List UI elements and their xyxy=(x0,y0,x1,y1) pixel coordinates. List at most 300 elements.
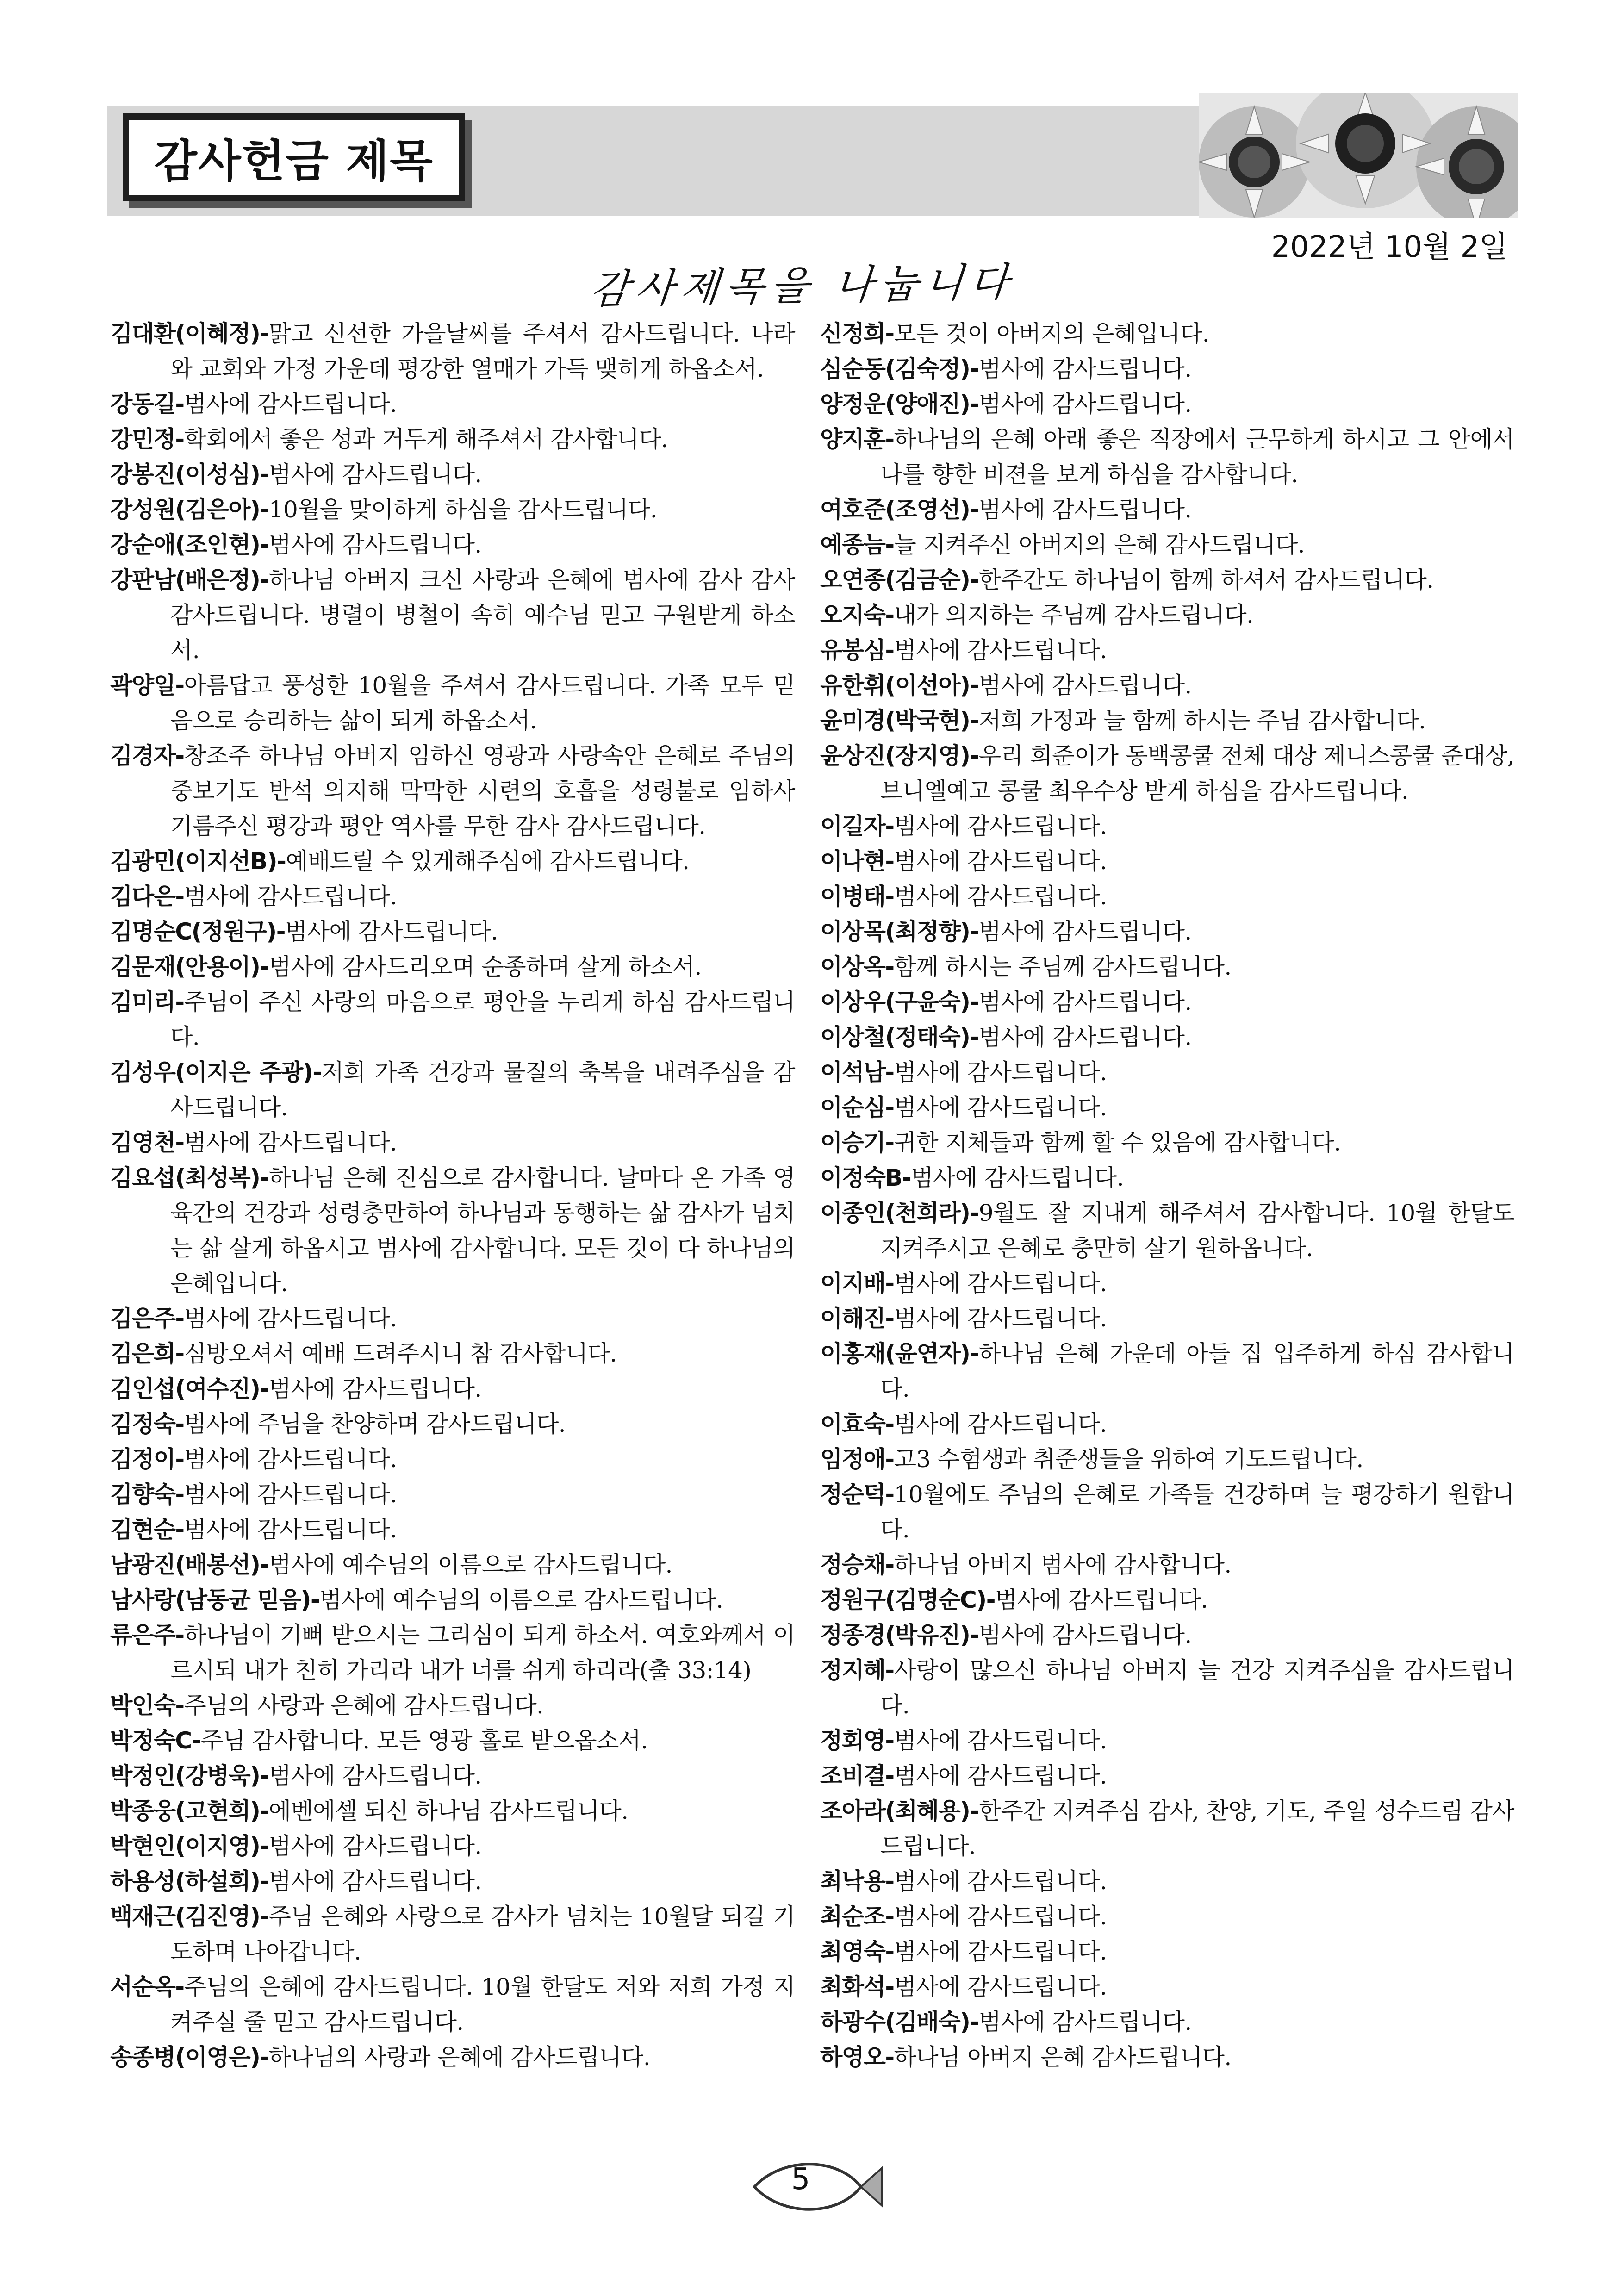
gratitude-text: 범사에 감사드립니다. xyxy=(894,637,1107,664)
donor-name: 예종늠 xyxy=(820,531,885,558)
separator: - xyxy=(885,1551,894,1578)
donor-name: 신정희 xyxy=(820,320,885,347)
list-item xyxy=(110,492,795,527)
separator: - xyxy=(885,602,894,628)
gratitude-text: 범사에 감사드립니다. xyxy=(894,1762,1107,1789)
separator: - xyxy=(885,1094,894,1121)
donor-name: 이나현 xyxy=(820,848,885,875)
gratitude-text: 저희 가족 건강과 물질의 축복을 내려주심을 감사드립니다. xyxy=(170,1059,795,1121)
donor-name: 이길자 xyxy=(820,813,885,840)
separator: - xyxy=(260,953,269,980)
separator: - xyxy=(902,1164,911,1191)
donor-name: 김다은 xyxy=(110,883,175,910)
list-item xyxy=(820,1336,1514,1406)
gratitude-text: 하나님 아버지 은혜 감사드립니다. xyxy=(894,2044,1232,2071)
separator: - xyxy=(885,1446,894,1473)
separator: - xyxy=(260,2044,269,2071)
donor-name: 박종웅(고현희) xyxy=(110,1798,260,1824)
list-item xyxy=(110,2040,795,2075)
separator: - xyxy=(260,496,269,523)
donor-name: 김현순 xyxy=(110,1516,175,1543)
gratitude-text: 범사에 감사드리오며 순종하며 살게 하소서. xyxy=(268,953,702,980)
gratitude-text: 늘 지켜주신 아버지의 은혜 감사드립니다. xyxy=(894,531,1305,558)
page-number: 5 xyxy=(791,2162,810,2196)
list-item xyxy=(820,351,1514,386)
donor-name: 오연종(김금순) xyxy=(820,566,970,593)
gratitude-text: 범사에 감사드립니다. xyxy=(184,883,397,910)
donor-name: 김영천 xyxy=(110,1129,175,1156)
list-item xyxy=(110,1969,795,2040)
donor-name: 하영오 xyxy=(820,2044,885,2071)
gratitude-text: 주님 은혜와 사랑으로 감사가 넘치는 10월달 되길 기도하며 나아갑니다. xyxy=(170,1903,795,1965)
separator: - xyxy=(276,918,285,945)
separator: - xyxy=(175,1481,184,1508)
gratitude-text: 범사에 감사드립니다. xyxy=(894,1727,1107,1754)
gratitude-text: 10월을 맞이하게 하심을 감사드립니다. xyxy=(268,496,657,523)
sunflower-decoration-icon xyxy=(1199,93,1518,218)
donor-name: 김정이 xyxy=(110,1446,175,1473)
list-item xyxy=(820,809,1514,844)
gratitude-text: 범사에 감사드립니다. xyxy=(184,1481,397,1508)
list-item xyxy=(820,1653,1514,1723)
donor-name: 양지훈 xyxy=(820,426,885,453)
separator: - xyxy=(970,742,979,769)
list-item xyxy=(820,1195,1514,1266)
list-item xyxy=(110,1864,795,1899)
donor-name: 박정숙C xyxy=(110,1727,192,1754)
gratitude-text: 범사에 감사드립니다. xyxy=(995,1587,1208,1613)
gratitude-text: 범사에 예수님의 이름으로 감사드립니다. xyxy=(319,1587,723,1613)
section-title: 감사헌금 제목 xyxy=(154,135,434,187)
list-item xyxy=(820,844,1514,879)
separator: - xyxy=(175,1305,184,1332)
separator: - xyxy=(885,1727,894,1754)
donor-name: 박인숙 xyxy=(110,1692,175,1719)
list-item xyxy=(110,1160,795,1301)
donor-name: 김은주 xyxy=(110,1305,175,1332)
separator: - xyxy=(260,1798,269,1824)
gratitude-text: 에벤에셀 되신 하나님 감사드립니다. xyxy=(268,1798,629,1824)
separator: - xyxy=(885,1411,894,1437)
gratitude-text: 범사에 감사드립니다. xyxy=(268,461,482,488)
gratitude-text: 주님 감사합니다. 모든 영광 홀로 받으옵소서. xyxy=(201,1727,648,1754)
gratitude-text: 범사에 감사드립니다. xyxy=(911,1164,1124,1191)
donor-name: 조비결 xyxy=(820,1762,885,1789)
list-item xyxy=(110,1406,795,1442)
gratitude-text: 범사에 감사드립니다. xyxy=(268,1833,482,1860)
list-item xyxy=(110,1512,795,1547)
donor-name: 이상우(구윤숙) xyxy=(820,989,970,1015)
list-item xyxy=(110,1301,795,1336)
list-item xyxy=(820,1090,1514,1125)
list-item xyxy=(820,1301,1514,1336)
donor-name: 김성우(이지은 주광) xyxy=(110,1059,313,1086)
donor-name: 정원구(김명순C) xyxy=(820,1587,986,1613)
list-item xyxy=(820,914,1514,949)
list-item xyxy=(110,1829,795,1864)
gratitude-text: 범사에 감사드립니다. xyxy=(894,1094,1107,1121)
date-label: 2022년 10월 2일 xyxy=(1271,230,1508,264)
donor-name: 최영숙 xyxy=(820,1938,885,1965)
list-item xyxy=(110,1336,795,1371)
gratitude-text: 귀한 지체들과 함께 할 수 있음에 감사합니다. xyxy=(894,1129,1341,1156)
gratitude-text: 하나님 은혜 가운데 아들 집 입주하게 하심 감사합니다. xyxy=(880,1340,1514,1402)
donor-name: 윤상진(장지영) xyxy=(820,742,970,769)
gratitude-text: 하나님의 사랑과 은혜에 감사드립니다. xyxy=(268,2044,651,2071)
donor-name: 김문재(안용이) xyxy=(110,953,260,980)
donor-name: 김광민(이지선B) xyxy=(110,848,277,875)
list-item xyxy=(820,1758,1514,1793)
separator: - xyxy=(970,391,979,417)
separator: - xyxy=(885,1938,894,1965)
donor-name: 강성원(김은아) xyxy=(110,496,260,523)
separator: - xyxy=(175,989,184,1015)
donor-name: 강민정 xyxy=(110,426,175,453)
donor-name: 김인섭(여수진) xyxy=(110,1375,260,1402)
gratitude-text: 범사에 감사드립니다. xyxy=(285,918,498,945)
gratitude-text: 범사에 감사드립니다. xyxy=(894,1411,1107,1437)
list-item xyxy=(820,1793,1514,1864)
list-item xyxy=(820,1934,1514,1969)
donor-name: 남사랑(남동균 믿음) xyxy=(110,1587,311,1613)
list-item xyxy=(110,844,795,879)
gratitude-text: 하나님의 은혜 아래 좋은 직장에서 근무하게 하시고 그 안에서 나를 향한 비젼을 보게 하심을 감사합니다. xyxy=(880,426,1514,488)
donor-name: 심순동(김숙정) xyxy=(820,355,970,382)
gratitude-text: 저희 가정과 늘 함께 하시는 주님 감사합니다. xyxy=(978,707,1426,734)
donor-name: 윤미경(박국현) xyxy=(820,707,970,734)
donor-name: 김미리 xyxy=(110,989,175,1015)
separator: - xyxy=(312,1059,322,1086)
list-item xyxy=(820,316,1514,351)
donor-name: 하광수(김배숙) xyxy=(820,2009,970,2035)
list-item xyxy=(820,386,1514,422)
separator: - xyxy=(970,1200,979,1226)
list-item xyxy=(820,1582,1514,1618)
gratitude-text: 범사에 감사드립니다. xyxy=(978,672,1192,699)
donor-name: 강순애(조인현) xyxy=(110,531,260,558)
donor-name: 유봉심 xyxy=(820,637,885,664)
separator: - xyxy=(885,1973,894,2000)
gratitude-text: 하나님 아버지 범사에 감사합니다. xyxy=(894,1551,1232,1578)
list-item xyxy=(110,984,795,1055)
donor-name: 류은주 xyxy=(110,1622,175,1649)
gratitude-text: 범사에 감사드립니다. xyxy=(978,1024,1192,1051)
donor-name: 이종인(천희라) xyxy=(820,1200,970,1226)
separator: - xyxy=(260,461,269,488)
gratitude-text: 범사에 감사드립니다. xyxy=(184,1516,397,1543)
separator: - xyxy=(192,1727,201,1754)
separator: - xyxy=(277,848,286,875)
right-column xyxy=(820,316,1514,2075)
donor-name: 정종경(박유진) xyxy=(820,1622,970,1649)
donor-name: 김경자 xyxy=(110,742,175,769)
separator: - xyxy=(885,1129,894,1156)
donor-name: 이효숙 xyxy=(820,1411,885,1437)
fish-icon xyxy=(745,2157,884,2217)
list-item xyxy=(820,984,1514,1020)
gratitude-text: 내가 의지하는 주님께 감사드립니다. xyxy=(894,602,1254,628)
donor-name: 정지혜 xyxy=(820,1657,885,1684)
gratitude-text: 예배드릴 수 있게해주심에 감사드립니다. xyxy=(286,848,690,875)
donor-name: 정승채 xyxy=(820,1551,885,1578)
list-item xyxy=(820,2004,1514,2040)
list-item xyxy=(820,879,1514,914)
gratitude-text: 범사에 감사드립니다. xyxy=(894,1305,1107,1332)
donor-name: 강봉진(이성심) xyxy=(110,461,260,488)
list-item xyxy=(110,1618,795,1688)
gratitude-text: 범사에 감사드립니다. xyxy=(894,1903,1107,1930)
donor-name: 이상목(최정향) xyxy=(820,918,970,945)
separator: - xyxy=(885,1059,894,1086)
donor-name: 이정숙B xyxy=(820,1164,902,1191)
gratitude-text: 범사에 감사드립니다. xyxy=(184,1129,397,1156)
list-item xyxy=(820,1160,1514,1195)
separator: - xyxy=(885,883,894,910)
separator: - xyxy=(885,953,894,980)
separator: - xyxy=(970,989,979,1015)
list-item xyxy=(110,879,795,914)
list-item xyxy=(820,633,1514,668)
donor-name: 이석남 xyxy=(820,1059,885,1086)
list-item xyxy=(820,492,1514,527)
donor-name: 이병태 xyxy=(820,883,885,910)
section-title-box xyxy=(123,113,465,201)
list-item xyxy=(110,1723,795,1758)
list-item xyxy=(110,422,795,457)
gratitude-text: 범사에 주님을 찬양하며 감사드립니다. xyxy=(184,1411,566,1437)
donor-name: 이상옥 xyxy=(820,953,885,980)
donor-name: 김향숙 xyxy=(110,1481,175,1508)
donor-name: 남광진(배봉선) xyxy=(110,1551,260,1578)
list-item xyxy=(820,527,1514,562)
donor-name: 양정운(양애진) xyxy=(820,391,970,417)
list-item xyxy=(820,738,1514,809)
gratitude-text: 범사에 감사드립니다. xyxy=(978,391,1192,417)
separator: - xyxy=(885,531,894,558)
donor-name: 이홍재(윤연자) xyxy=(820,1340,970,1367)
separator: - xyxy=(175,672,184,699)
separator: - xyxy=(175,1340,184,1367)
separator: - xyxy=(885,426,894,453)
separator: - xyxy=(260,1833,269,1860)
separator: - xyxy=(970,2009,979,2035)
donor-name: 강판남(배은정) xyxy=(110,566,260,593)
list-item xyxy=(820,562,1514,597)
separator: - xyxy=(175,426,184,453)
list-item xyxy=(820,1618,1514,1653)
donor-name: 이승기 xyxy=(820,1129,885,1156)
donor-name: 정순덕 xyxy=(820,1481,885,1508)
separator: - xyxy=(885,1903,894,1930)
gratitude-text: 범사에 감사드립니다. xyxy=(268,1868,482,1895)
donor-name: 박현인(이지영) xyxy=(110,1833,260,1860)
gratitude-text: 범사에 감사드립니다. xyxy=(978,1622,1192,1649)
separator: - xyxy=(885,1657,894,1684)
donor-name: 최순조 xyxy=(820,1903,885,1930)
gratitude-text: 고3 수험생과 취준생들을 위하여 기도드립니다. xyxy=(894,1446,1363,1473)
list-item xyxy=(820,1547,1514,1582)
donor-name: 임정애 xyxy=(820,1446,885,1473)
gratitude-text: 범사에 감사드립니다. xyxy=(268,1762,482,1789)
donor-name: 정회영 xyxy=(820,1727,885,1754)
list-item xyxy=(110,914,795,949)
donor-name: 이해진 xyxy=(820,1305,885,1332)
gratitude-text: 10월에도 주님의 은혜로 가족들 건강하며 늘 평강하기 원합니다. xyxy=(880,1481,1514,1543)
list-item xyxy=(820,1442,1514,1477)
gratitude-text: 한주간도 하나님이 함께 하셔서 감사드립니다. xyxy=(978,566,1434,593)
gratitude-text: 9월도 잘 지내게 해주셔서 감사합니다. 10월 한달도 지켜주시고 은혜로 충만히 살기 원하옵니다. xyxy=(880,1200,1514,1262)
list-item xyxy=(110,1547,795,1582)
page-heading: 감사제목을 나눕니다 xyxy=(588,259,1017,313)
list-item xyxy=(110,668,795,738)
donor-name: 강동길 xyxy=(110,391,175,417)
gratitude-text: 범사에 감사드립니다. xyxy=(978,2009,1192,2035)
left-column xyxy=(110,316,795,2075)
separator: - xyxy=(260,320,269,347)
separator: - xyxy=(885,1481,894,1508)
gratitude-text: 범사에 감사드립니다. xyxy=(894,848,1107,875)
list-item xyxy=(110,1582,795,1618)
list-item xyxy=(820,1477,1514,1547)
gratitude-text: 하나님 아버지 크신 사랑과 은혜에 범사에 감사 감사 감사드립니다. 병렬이 병철이 속히 예수님 믿고 구원받게 하소서. xyxy=(170,566,795,664)
list-item xyxy=(820,422,1514,492)
list-item xyxy=(110,316,795,386)
donor-name: 김요섭(최성복) xyxy=(110,1164,260,1191)
gratitude-text: 범사에 감사드립니다. xyxy=(268,1375,482,1402)
list-item xyxy=(110,527,795,562)
donor-name: 김정숙 xyxy=(110,1411,175,1437)
gratitude-text: 범사에 감사드립니다. xyxy=(978,918,1192,945)
separator: - xyxy=(970,672,979,699)
list-item xyxy=(110,1688,795,1723)
separator: - xyxy=(970,918,979,945)
donor-name: 조아라(최혜용) xyxy=(820,1798,970,1824)
separator: - xyxy=(986,1587,995,1613)
donor-name: 김대환(이혜정) xyxy=(110,320,260,347)
donor-name: 오지숙 xyxy=(820,602,885,628)
gratitude-text: 범사에 감사드립니다. xyxy=(978,355,1192,382)
gratitude-text: 범사에 감사드립니다. xyxy=(268,531,482,558)
separator: - xyxy=(175,742,184,769)
donor-name: 유한휘(이선아) xyxy=(820,672,970,699)
separator: - xyxy=(260,1164,269,1191)
separator: - xyxy=(260,1903,269,1930)
gratitude-text: 범사에 감사드립니다. xyxy=(894,813,1107,840)
gratitude-text: 창조주 하나님 아버지 임하신 영광과 사랑속안 은혜로 주님의 중보기도 반석 의지해 막막한 시련의 호흡을 성령불로 임하사 기름주신 평강과 평안 역사를 무한 감사 감사드립니다. xyxy=(170,742,795,840)
separator: - xyxy=(885,848,894,875)
gratitude-text: 범사에 감사드립니다. xyxy=(894,1270,1107,1297)
gratitude-text: 범사에 감사드립니다. xyxy=(894,1868,1107,1895)
separator: - xyxy=(970,1798,979,1824)
donor-name: 송종병(이영은) xyxy=(110,2044,260,2071)
separator: - xyxy=(885,1868,894,1895)
list-item xyxy=(110,1125,795,1160)
list-item xyxy=(820,1406,1514,1442)
donor-name: 이순심 xyxy=(820,1094,885,1121)
separator: - xyxy=(260,531,269,558)
separator: - xyxy=(970,496,979,523)
donor-name: 김명순C(정원구) xyxy=(110,918,276,945)
list-item xyxy=(820,1266,1514,1301)
separator: - xyxy=(260,566,269,593)
list-item xyxy=(820,1864,1514,1899)
separator: - xyxy=(970,707,979,734)
gratitude-text: 범사에 감사드립니다. xyxy=(184,391,397,417)
list-item xyxy=(110,386,795,422)
list-item xyxy=(820,2040,1514,2075)
separator: - xyxy=(175,1129,184,1156)
list-item xyxy=(110,457,795,492)
gratitude-text: 우리 희준이가 동백콩쿨 전체 대상 제니스콩쿨 준대상, 브니엘예고 콩쿨 최우수상 받게 하심을 감사드립니다. xyxy=(880,742,1514,804)
gratitude-text: 범사에 감사드립니다. xyxy=(894,883,1107,910)
gratitude-text: 심방오셔서 예배 드려주시니 참 감사합니다. xyxy=(184,1340,617,1367)
gratitude-text: 범사에 감사드립니다. xyxy=(978,496,1192,523)
separator: - xyxy=(175,1516,184,1543)
list-item xyxy=(110,1055,795,1125)
gratitude-text: 범사에 감사드립니다. xyxy=(978,989,1192,1015)
gratitude-text: 범사에 감사드립니다. xyxy=(894,1059,1107,1086)
gratitude-text: 사랑이 많으신 하나님 아버지 늘 건강 지켜주심을 감사드립니다. xyxy=(880,1657,1514,1719)
separator: - xyxy=(311,1587,320,1613)
list-item xyxy=(820,1055,1514,1090)
list-item xyxy=(110,1899,795,1969)
gratitude-text: 범사에 예수님의 이름으로 감사드립니다. xyxy=(268,1551,672,1578)
gratitude-text: 하나님 은혜 진심으로 감사합니다. 날마다 온 가족 영육간의 건강과 성령충만하여 하나님과 동행하는 삶 감사가 넘치는 삶 살게 하옵시고 범사에 감사합니다. 모든 것이 다 하나님의 은혜입니다. xyxy=(170,1164,795,1297)
gratitude-text: 범사에 감사드립니다. xyxy=(184,1305,397,1332)
donor-name: 이상철(정태숙) xyxy=(820,1024,970,1051)
separator: - xyxy=(260,1762,269,1789)
list-item xyxy=(820,1723,1514,1758)
separator: - xyxy=(175,1446,184,1473)
separator: - xyxy=(175,883,184,910)
gratitude-text: 학회에서 좋은 성과 거두게 해주셔서 감사합니다. xyxy=(184,426,668,453)
separator: - xyxy=(260,1375,269,1402)
separator: - xyxy=(885,1270,894,1297)
separator: - xyxy=(885,1305,894,1332)
list-item xyxy=(820,1020,1514,1055)
gratitude-text: 모든 것이 아버지의 은혜입니다. xyxy=(894,320,1209,347)
separator: - xyxy=(970,1340,979,1367)
list-item xyxy=(820,1969,1514,2004)
list-item xyxy=(110,949,795,984)
gratitude-text: 주님의 사랑과 은혜에 감사드립니다. xyxy=(184,1692,544,1719)
gratitude-text: 주님의 은혜에 감사드립니다. 10월 한달도 저와 저희 가정 지켜주실 줄 믿고 감사드립니다. xyxy=(170,1973,795,2035)
list-item xyxy=(110,1758,795,1793)
gratitude-text: 함께 하시는 주님께 감사드립니다. xyxy=(894,953,1232,980)
gratitude-text: 범사에 감사드립니다. xyxy=(894,1973,1107,2000)
gratitude-text: 한주간 지켜주심 감사, 찬양, 기도, 주일 성수드림 감사드립니다. xyxy=(880,1798,1514,1860)
separator: - xyxy=(175,391,184,417)
separator: - xyxy=(885,320,894,347)
list-item xyxy=(820,703,1514,738)
separator: - xyxy=(175,1973,184,2000)
separator: - xyxy=(885,637,894,664)
separator: - xyxy=(885,813,894,840)
donor-name: 이지배 xyxy=(820,1270,885,1297)
list-item xyxy=(820,668,1514,703)
gratitude-text: 주님이 주신 사랑의 마음으로 평안을 누리게 하심 감사드립니다. xyxy=(170,989,795,1051)
separator: - xyxy=(175,1622,184,1649)
gratitude-text: 하나님이 기뻐 받으시는 그리심이 되게 하소서. 여호와께서 이르시되 내가 친히 가리라 내가 너를 쉬게 하리라(출 33:14) xyxy=(170,1622,795,1684)
list-item xyxy=(110,1793,795,1829)
gratitude-text: 범사에 감사드립니다. xyxy=(184,1446,397,1473)
list-item xyxy=(820,1125,1514,1160)
separator: - xyxy=(970,1024,979,1051)
donor-name: 박정인(강병욱) xyxy=(110,1762,260,1789)
donor-name: 여호준(조영선) xyxy=(820,496,970,523)
donor-name: 곽양일 xyxy=(110,672,175,699)
donor-name: 김은희 xyxy=(110,1340,175,1367)
